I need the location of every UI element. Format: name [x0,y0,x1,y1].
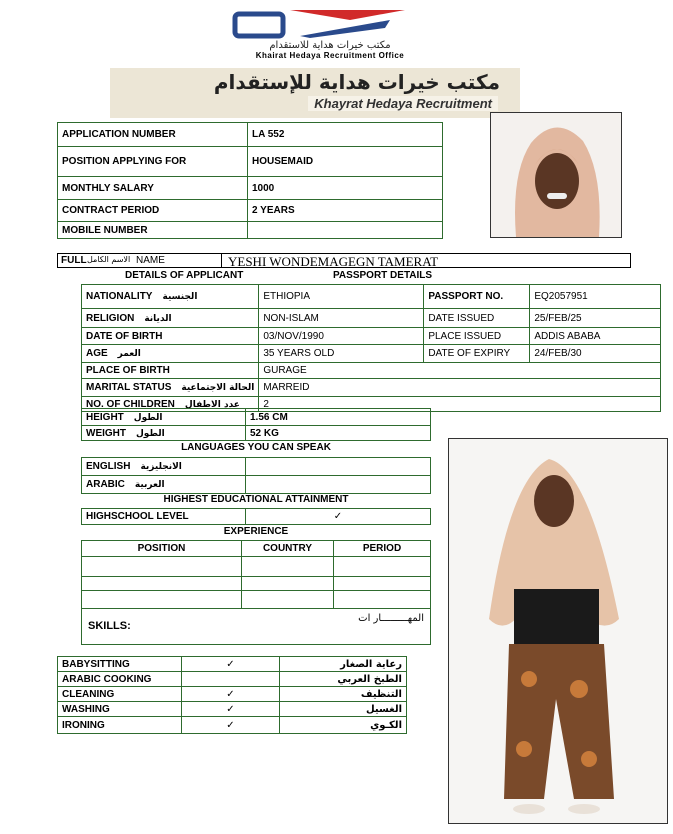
skill-ironing: IRONING [58,717,182,734]
banner-arabic: مكتب خيرات هداية للإستقدام [213,70,500,94]
banner-english: Khayrat Hedaya Recruitment [308,96,498,111]
skill-ar: الغسيل [280,702,407,717]
skill-ar: رعاية الصغار [280,657,407,672]
table-row [82,363,661,379]
table-row [82,285,661,309]
table-row [82,345,661,363]
languages-table [81,457,431,494]
nationality-value: ETHIOPIA [259,285,424,309]
table-row [82,409,431,426]
table-row [58,672,407,687]
children-value: 2 [259,397,661,412]
nationality-ar: الجنسية [162,292,198,302]
skill-check-icon: ✓ [182,687,280,702]
table-row [82,609,431,645]
application-number-label: APPLICATION NUMBER [58,123,248,147]
marital-ar: الحالة الاجتماعية [181,383,255,393]
table-row [58,147,443,177]
skill-arabic-cooking: ARABIC COOKING [58,672,182,687]
table-row [58,657,407,672]
table-row [82,591,431,609]
english-value [246,458,431,476]
position-label: POSITION APPLYING FOR [58,147,248,177]
details-table [81,284,661,412]
english-ar: الانجليزية [140,462,182,472]
table-row [58,123,443,147]
full-name-value: YESHI WONDEMAGEGN TAMERAT [228,254,439,269]
age-label: AGE [86,348,108,359]
dob-value: 03/NOV/1990 [259,328,424,345]
details-title: DETAILS OF APPLICANT [125,270,244,281]
table-row [82,541,431,557]
age-ar: العمر [117,349,141,359]
experience-table [81,540,431,645]
table-row [58,717,407,734]
skill-ar: الكـوي [280,717,407,734]
skill-ar: الطبخ العربي [280,672,407,687]
skills-label-ar: المهـــــــــار ات [358,613,424,624]
mobile-label: MOBILE NUMBER [58,222,248,239]
skill-check-icon: ✓ [182,702,280,717]
weight-label: WEIGHT [86,427,126,439]
age-value: 35 YEARS OLD [259,345,424,363]
experience-title: EXPERIENCE [223,526,289,537]
height-value: 1.56 CM [246,409,431,426]
logo-mark-icon [230,6,430,40]
languages-title: LANGUAGES YOU CAN SPEAK [181,442,331,453]
place-issued-value: ADDIS ABABA [530,328,661,345]
weight-value: 52 KG [246,426,431,441]
portrait-image [491,113,621,237]
table-row [82,458,431,476]
table-row [82,577,431,591]
skill-cleaning: CLEANING [58,687,182,702]
education-title: HIGHEST EDUCATIONAL ATTAINMENT [163,494,349,505]
portrait-photo [490,112,622,238]
marital-value: MARREID [259,379,661,397]
english-label: ENGLISH [86,461,131,472]
table-row [58,200,443,222]
arabic-value [246,476,431,494]
logo-arabic: مكتب خيرات هداية للاستقدام [269,40,391,51]
mobile-value [248,222,443,239]
salary-label: MONTHLY SALARY [58,177,248,200]
nationality-label: NATIONALITY [86,291,153,302]
children-ar: عدد الاطفال [184,399,240,410]
weight-ar: الطول [136,428,165,439]
skill-check-icon: ✓ [182,717,280,734]
logo-english: Khairat Hedaya Recruitment Office [255,51,405,60]
banner [110,68,520,118]
skill-check-icon: ✓ [182,657,280,672]
contract-label: CONTRACT PERIOD [58,200,248,222]
passport-no-label: PASSPORT NO. [424,285,530,309]
salary-value: 1000 [248,177,443,200]
pob-label: PLACE OF BIRTH [86,365,170,376]
height-ar: الطول [133,412,163,423]
skill-babysitting: BABYSITTING [58,657,182,672]
table-row [82,379,661,397]
table-row [58,177,443,200]
table-row [82,509,431,525]
position-value: HOUSEMAID [248,147,443,177]
full-name-label-ar: الاسم الكامل [87,255,131,264]
education-table [81,508,431,525]
education-check-icon: ✓ [246,509,431,525]
expiry-label: DATE OF EXPIRY [424,345,530,363]
exp-col-position: POSITION [82,541,242,557]
dob-label: DATE OF BIRTH [86,330,163,342]
company-logo [230,6,430,64]
body-table [81,408,431,441]
skills-table [57,656,407,734]
full-name-label-en: FULL [61,255,87,266]
skill-washing: WASHING [58,702,182,717]
full-name-row [57,253,631,268]
education-label: HIGHSCHOOL LEVEL [82,509,246,525]
table-row [82,476,431,494]
passport-title: PASSPORT DETAILS [333,270,433,281]
place-issued-label: PLACE ISSUED [424,328,530,345]
arabic-ar: العربية [134,480,165,490]
arabic-label: ARABIC [86,479,125,490]
marital-label: MARITAL STATUS [86,382,172,393]
religion-ar: الديانة [144,313,172,324]
table-row [58,687,407,702]
full-body-photo [448,438,668,824]
full-name-label-en2: NAME [136,255,165,266]
exp-col-country: COUNTRY [242,541,334,557]
religion-label: RELIGION [86,312,135,324]
table-row [58,702,407,717]
religion-value: NON-ISLAM [259,309,424,328]
divider [221,254,222,267]
exp-col-period: PERIOD [334,541,431,557]
table-row [58,222,443,239]
table-row [82,426,431,441]
date-issued-value: 25/FEB/25 [530,309,661,328]
children-label: NO. OF CHILDREN [86,398,175,410]
skill-ar: التنظيف [280,687,407,702]
passport-no-value: EQ2057951 [530,285,661,309]
application-table [57,122,443,239]
date-issued-label: DATE ISSUED [424,309,530,328]
application-number-value: LA 552 [248,123,443,147]
contract-value: 2 YEARS [248,200,443,222]
skill-check-icon [182,672,280,687]
table-row [82,309,661,328]
height-label: HEIGHT [86,411,124,423]
table-row [82,557,431,577]
expiry-value: 24/FEB/30 [530,345,661,363]
full-body-image [449,439,667,823]
pob-value: GURAGE [259,363,661,379]
table-row [82,328,661,345]
skills-label: SKILLS: [88,620,131,632]
